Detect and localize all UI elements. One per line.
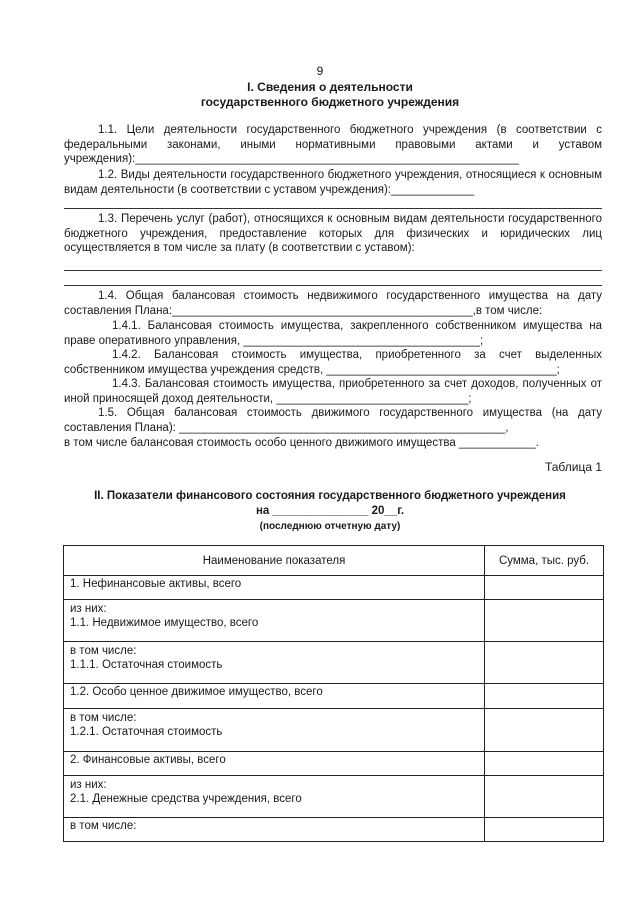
sum-cell[interactable]	[485, 818, 604, 842]
table-row	[64, 752, 604, 776]
table-row	[64, 684, 604, 709]
sum-cell[interactable]	[485, 642, 604, 684]
row-label-line: 1.2.1. Остаточная стоимость	[70, 726, 223, 738]
row-label-line: 1.1. Недвижимое имущество, всего	[70, 617, 259, 629]
paragraph-1-5: 1.5. Общая балансовая стоимость движимого государственного имущества (на дату составления Плана): ___________________________________________________,	[64, 407, 602, 434]
sum-cell[interactable]	[485, 600, 604, 642]
table-header-row	[64, 546, 604, 576]
table-row	[64, 642, 604, 684]
row-label	[64, 818, 485, 842]
page-number: 9	[316, 64, 324, 78]
section2-title: II. Показатели финансового состояния государственного бюджетного учреждения	[94, 490, 566, 502]
paragraph-1-4-2: 1.4.2. Балансовая стоимость имущества, приобретенного за счет выделенных собственником имущества учреждения средств, ____________________________________;	[64, 349, 602, 376]
header-sum: Сумма, тыс. руб.	[485, 546, 604, 576]
paragraph-1-4: 1.4. Общая балансовая стоимость недвижимого государственного имущества на дату составления Плана:_______________________________________________,в том числе:	[64, 290, 602, 317]
table-row	[64, 600, 604, 642]
row-label-line: 2.1. Денежные средства учреждения, всего	[70, 793, 302, 805]
row-label-line: из них:	[70, 603, 107, 615]
fill-line	[64, 285, 602, 286]
section2-date-line: на _______________ 20__г.	[255, 505, 405, 517]
row-label	[64, 576, 485, 600]
row-label	[64, 600, 485, 642]
paragraph-1-4-3: 1.4.3. Балансовая стоимость имущества, приобретенного за счет доходов, полученных от иной приносящей доход деятельности, ______________________________;	[64, 378, 602, 405]
row-label-line: 1. Нефинансовые активы, всего	[70, 578, 242, 590]
row-label-line: из них:	[70, 779, 107, 791]
table-row	[64, 576, 604, 600]
paragraph-1-5-valuable: в том числе балансовая стоимость особо ценного движимого имущества ____________.	[64, 437, 539, 449]
sum-cell[interactable]	[485, 684, 604, 709]
fill-line	[64, 270, 602, 271]
row-label-line: в том числе:	[70, 820, 137, 832]
section2-date-note: (последнюю отчетную дату)	[259, 521, 401, 532]
paragraph-1-4-1: 1.4.1. Балансовая стоимость имущества, закрепленного собственником имущества на праве оперативного управления, _____________________________________;	[64, 320, 602, 347]
paragraph-1-1: 1.1. Цели деятельности государственного бюджетного учреждения (в соответствии с федеральными законами, иными нормативными правовыми актами и уставом учреждения):____________________________________________________________	[64, 124, 602, 166]
row-label-line: 2. Финансовые активы, всего	[70, 754, 226, 766]
paragraph-1-2: 1.2. Виды деятельности государственного бюджетного учреждения, относящиеся к основным видам деятельности (в соответствии с уставом учреждения):_____________	[64, 169, 602, 196]
section1-title-line1: I. Сведения о деятельности	[247, 80, 413, 94]
row-label	[64, 642, 485, 684]
row-label	[64, 752, 485, 776]
table-label: Таблица 1	[544, 460, 602, 474]
row-label-line: 1.1.1. Остаточная стоимость	[70, 659, 223, 671]
sum-cell[interactable]	[485, 776, 604, 818]
row-label	[64, 709, 485, 752]
row-label-line: в том числе:	[70, 645, 137, 657]
row-label-line: в том числе:	[70, 712, 137, 724]
sum-cell[interactable]	[485, 752, 604, 776]
row-label-line: 1.2. Особо ценное движимое имущество, всего	[70, 686, 323, 698]
section1-title-line2: государственного бюджетного учреждения	[200, 95, 460, 109]
paragraph-1-3: 1.3. Перечень услуг (работ), относящихся к основным видам деятельности государственного бюджетного учреждения, предоставление которых для физических и юридических лиц осуществляется в том числе за плату (в соответствии с уставом):	[64, 213, 602, 255]
fill-line	[64, 208, 602, 209]
financial-table	[63, 545, 604, 842]
row-label	[64, 684, 485, 709]
sum-cell[interactable]	[485, 576, 604, 600]
table-row	[64, 776, 604, 818]
row-label	[64, 776, 485, 818]
table-row	[64, 818, 604, 842]
table-row	[64, 709, 604, 752]
sum-cell[interactable]	[485, 709, 604, 752]
header-name: Наименование показателя	[64, 546, 485, 576]
